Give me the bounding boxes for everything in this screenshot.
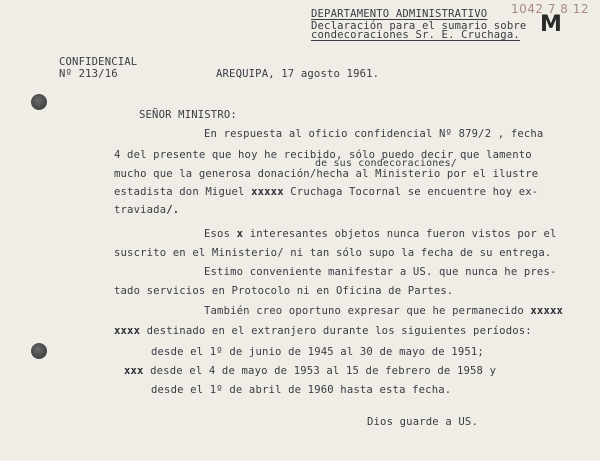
- body-line: [204, 228, 557, 240]
- strikeout-mark: xxxx: [114, 325, 141, 337]
- body-line: 4 del presente que hoy he recibido, sólo puedo decir que lamento: [114, 149, 532, 161]
- body-line: mucho que la generosa donación/hecha al Ministerio por el ilustre: [114, 168, 539, 180]
- department-heading: DEPARTAMENTO ADMINISTRATIVO: [311, 8, 488, 20]
- body-text: estadista don Miguel: [114, 186, 245, 198]
- strikeout-mark: xxxxx: [251, 186, 284, 198]
- classification-number: Nº 213/16: [59, 68, 118, 80]
- body-text: También creo oportuno expresar que he permanecido: [204, 305, 524, 317]
- body-line: En respuesta al oficio confidencial Nº 879/2 , fecha: [204, 128, 544, 140]
- handwritten-initial: M: [540, 12, 561, 37]
- archive-number: 1042 7 8 12: [511, 2, 590, 16]
- classification-label: CONFIDENCIAL: [59, 56, 138, 68]
- strikeout-mark: xxxxx: [530, 305, 564, 317]
- punch-hole-top: [31, 94, 47, 110]
- body-line: [114, 325, 532, 337]
- strikeout-mark: xxx: [124, 365, 144, 377]
- subject-line-1: Declaración para el sumario sobre: [311, 20, 527, 32]
- body-line: [114, 186, 538, 198]
- body-text: interesantes objetos nunca fueron vistos por el: [249, 228, 557, 240]
- body-text: Esos: [204, 228, 231, 240]
- place-date: AREQUIPA, 17 agosto 1961.: [216, 68, 380, 80]
- subject-line-2: condecoraciones Sr. E. Cruchaga.: [311, 29, 520, 41]
- period-line: desde el 1º de abril de 1960 hasta esta fecha.: [151, 384, 452, 396]
- body-text: traviada: [114, 204, 167, 216]
- body-line: suscrito en el Ministerio/ ni tan sólo supo la fecha de su entrega.: [114, 247, 552, 259]
- strikeout-mark: /.: [166, 204, 180, 216]
- period-line: desde el 1º de junio de 1945 al 30 de mayo de 1951;: [151, 346, 484, 358]
- body-text: Cruchaga Tocornal se encuentre hoy ex-: [290, 186, 539, 198]
- body-line: [114, 204, 179, 216]
- salutation: SEÑOR MINISTRO:: [139, 109, 237, 121]
- period-line: [124, 365, 496, 377]
- body-text: destinado en el extranjero durante los siguientes períodos:: [146, 325, 532, 337]
- punch-hole-bottom: [31, 343, 47, 359]
- body-insertion: de sus condecoraciones/: [315, 158, 457, 169]
- body-line: [204, 305, 563, 317]
- strikeout-mark: x: [236, 228, 244, 240]
- body-text: desde el 4 de mayo de 1953 al 15 de febrero de 1958 y: [150, 365, 497, 377]
- closing: Dios guarde a US.: [367, 416, 478, 428]
- body-line: Estimo conveniente manifestar a US. que nunca he pres-: [204, 266, 557, 278]
- body-line: tado servicios en Protocolo ni en Oficina de Partes.: [114, 285, 454, 297]
